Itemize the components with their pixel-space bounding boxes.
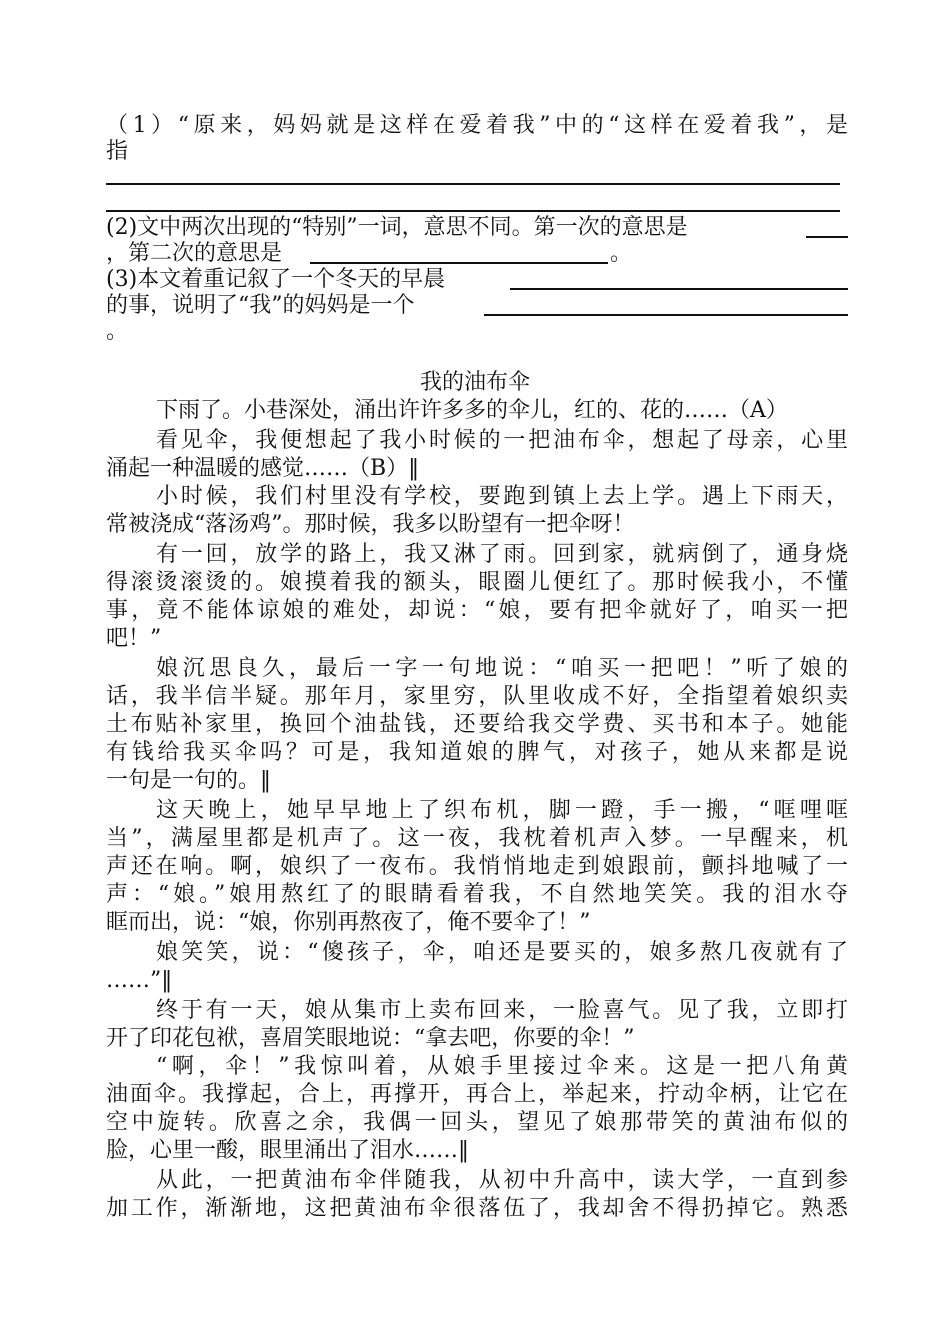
article-line: “啊，伞！”我惊叫着，从娘手里接过伞来。这是一把八角黄 [156,1054,848,1079]
article-line: 一句是一句的。‖ [106,768,272,793]
article-line: 吧！” [106,626,162,651]
article-title: 我的油布伞 [419,370,530,395]
article-line: 终于有一天，娘从集市上卖布回来，一脸喜气。见了我，立即打 [156,998,848,1023]
article-line: 涌起一种温暖的感觉……（B）‖ [106,456,420,481]
article-line: 油面伞。我撑起，合上，再撑开，再合上，举起来，拧动伞柄，让它在 [106,1082,848,1107]
article-line: 这天晚上，她早早地上了织布机，脚一蹬，手一搬，“哐哩哐 [156,798,848,823]
answer-line-2 [106,210,840,212]
answer-blank-2b [310,262,608,264]
article-line: 看见伞，我便想起了我小时候的一把油布伞，想起了母亲，心里 [156,428,848,453]
question-2-line-2a: ，第二次的意思是 [106,241,283,266]
article-line: 下雨了。小巷深处，涌出许许多多的伞儿，红的、花的……（A） [156,398,788,423]
answer-blank-3a [510,288,848,290]
article-line: 当”，满屋里都是机声了。这一夜，我枕着机声入梦。一早醒来，机 [106,826,848,851]
article-line: 话，我半信半疑。那年月，家里穷，队里收成不好，全指望着娘织卖 [106,684,848,709]
article-line: 有一回，放学的路上，我又淋了雨。回到家，就病倒了，通身烧 [156,542,848,567]
article-line: 娘沉思良久，最后一字一句地说：“咱买一把吧！”听了娘的 [156,656,848,681]
article-line: 声还在响。啊，娘织了一夜布。我悄悄地走到娘跟前，颤抖地喊了一 [106,854,848,879]
article-line: 声：“娘。”娘用熬红了的眼睛看着我，不自然地笑笑。我的泪水夺 [106,882,848,907]
article-line: 小时候，我们村里没有学校，要跑到镇上去上学。遇上下雨天， [156,484,848,509]
article-line: 土布贴补家里，换回个油盐钱，还要给我交学费、买书和本子。她能 [106,712,848,737]
question-1-line-1: （1）“原来，妈妈就是这样在爱着我”中的“这样在爱着我”，是 [106,113,848,138]
answer-blank-3b [484,314,848,316]
answer-line-1 [106,183,840,185]
article-line: 眶而出，说：“娘，你别再熬夜了，俺不要伞了！” [106,910,591,935]
question-2-line-2b: 。 [610,241,633,266]
question-2-line-1: (2)文中两次出现的“特别”一词，意思不同。第一次的意思是 [106,215,688,240]
question-3-line-3: 。 [106,319,129,344]
article-line: 开了印花包袱，喜眉笑眼地说：“拿去吧，你要的伞！” [106,1026,635,1051]
question-3-line-1: (3)本文着重记叙了一个冬天的早晨 [106,267,446,292]
article-line: 脸，心里一酸，眼里涌出了泪水……‖ [106,1138,470,1163]
question-3-line-2: 的事，说明了“我”的妈妈是一个 [106,293,415,318]
article-line: 有钱给我买伞吗？可是，我知道娘的脾气，对孩子，她从来都是说 [106,740,848,765]
article-line: 加工作，渐渐地，这把黄油布伞很落伍了，我却舍不得扔掉它。熟悉 [106,1196,848,1221]
article-line: 从此，一把黄油布伞伴随我，从初中升高中，读大学，一直到参 [156,1168,848,1193]
article-line: 得滚烫滚烫的。娘摸着我的额头，眼圈儿便红了。那时候我小，不懂 [106,570,848,595]
article-line: 娘笑笑，说：“傻孩子，伞，咱还是要买的，娘多熬几夜就有了 [156,940,848,965]
article-line: 常被浇成“落汤鸡”。那时候，我多以盼望有一把伞呀！ [106,512,635,537]
article-line: ……”‖ [106,968,173,993]
article-line: 空中旋转。欣喜之余，我偶一回头，望见了娘那带笑的黄油布似的 [106,1110,848,1135]
article-line: 事，竟不能体谅娘的难处，却说：“娘，要有把伞就好了，咱买一把 [106,598,848,623]
question-1-line-2: 指 [106,139,129,164]
answer-blank-2a [806,236,848,238]
